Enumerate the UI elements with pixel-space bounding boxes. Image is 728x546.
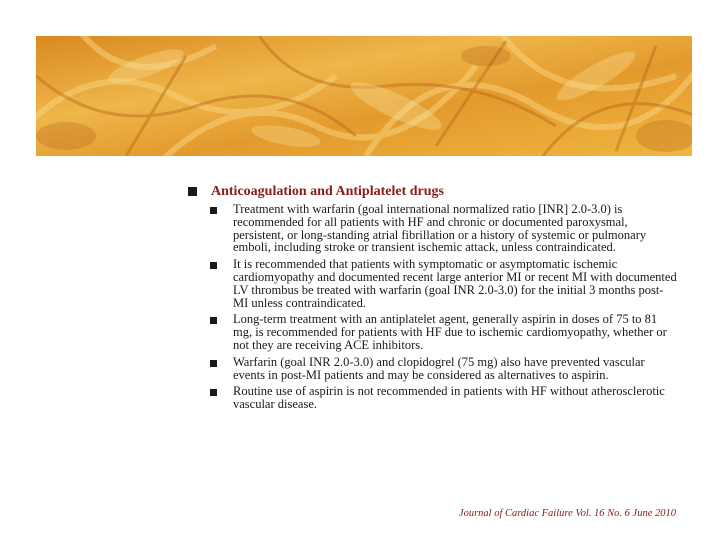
square-bullet-icon xyxy=(188,187,197,196)
header-banner-image xyxy=(36,36,692,156)
banner-texture xyxy=(36,36,692,156)
recommendation-list xyxy=(210,203,688,411)
list-item xyxy=(210,385,688,411)
list-item-text: Treatment with warfarin (goal international normalized ratio [INR] 2.0-3.0) is recommended for all patients with HF and chronic or documented paroxysmal, persistent, or long-standing atrial fibrillation or a history of systemic or pulmonary emboli, including stroke or transient ischemic attack, unless contraindicated. xyxy=(233,202,647,255)
list-item-text: Warfarin (goal INR 2.0-3.0) and clopidogrel (75 mg) also have prevented vascular events in post-MI patients and may be considered as alternatives to aspirin. xyxy=(233,354,645,382)
list-item xyxy=(210,203,688,254)
list-item xyxy=(210,356,688,382)
square-bullet-icon xyxy=(210,262,217,269)
section-heading: Anticoagulation and Antiplatelet drugs xyxy=(211,184,444,199)
list-item-text: Routine use of aspirin is not recommended in patients with HF without atherosclerotic vascular disease. xyxy=(233,384,665,412)
square-bullet-icon xyxy=(210,207,217,214)
main-bullet-item xyxy=(188,184,688,199)
list-item-text: Long-term treatment with an antiplatelet agent, generally aspirin in doses of 75 to 81 mg, is recommended for patients with HF due to ischemic cardiomyopathy, whether or not they are receiving ACE inhibitors. xyxy=(233,312,667,352)
square-bullet-icon xyxy=(210,389,217,396)
citation-text: Journal of Cardiac Failure Vol. 16 No. 6 June 2010 xyxy=(458,508,676,519)
square-bullet-icon xyxy=(210,360,217,367)
list-item xyxy=(210,258,688,309)
slide-content xyxy=(188,184,688,415)
list-item xyxy=(210,313,688,351)
list-item-text: It is recommended that patients with symptomatic or asymptomatic ischemic cardiomyopathy and documented recent large anterior MI or recent MI with documented LV thrombus be treated with warfarin (goal INR 2.0-3.0) for the initial 3 months post-MI unless contraindicated. xyxy=(233,257,677,310)
square-bullet-icon xyxy=(210,317,217,324)
